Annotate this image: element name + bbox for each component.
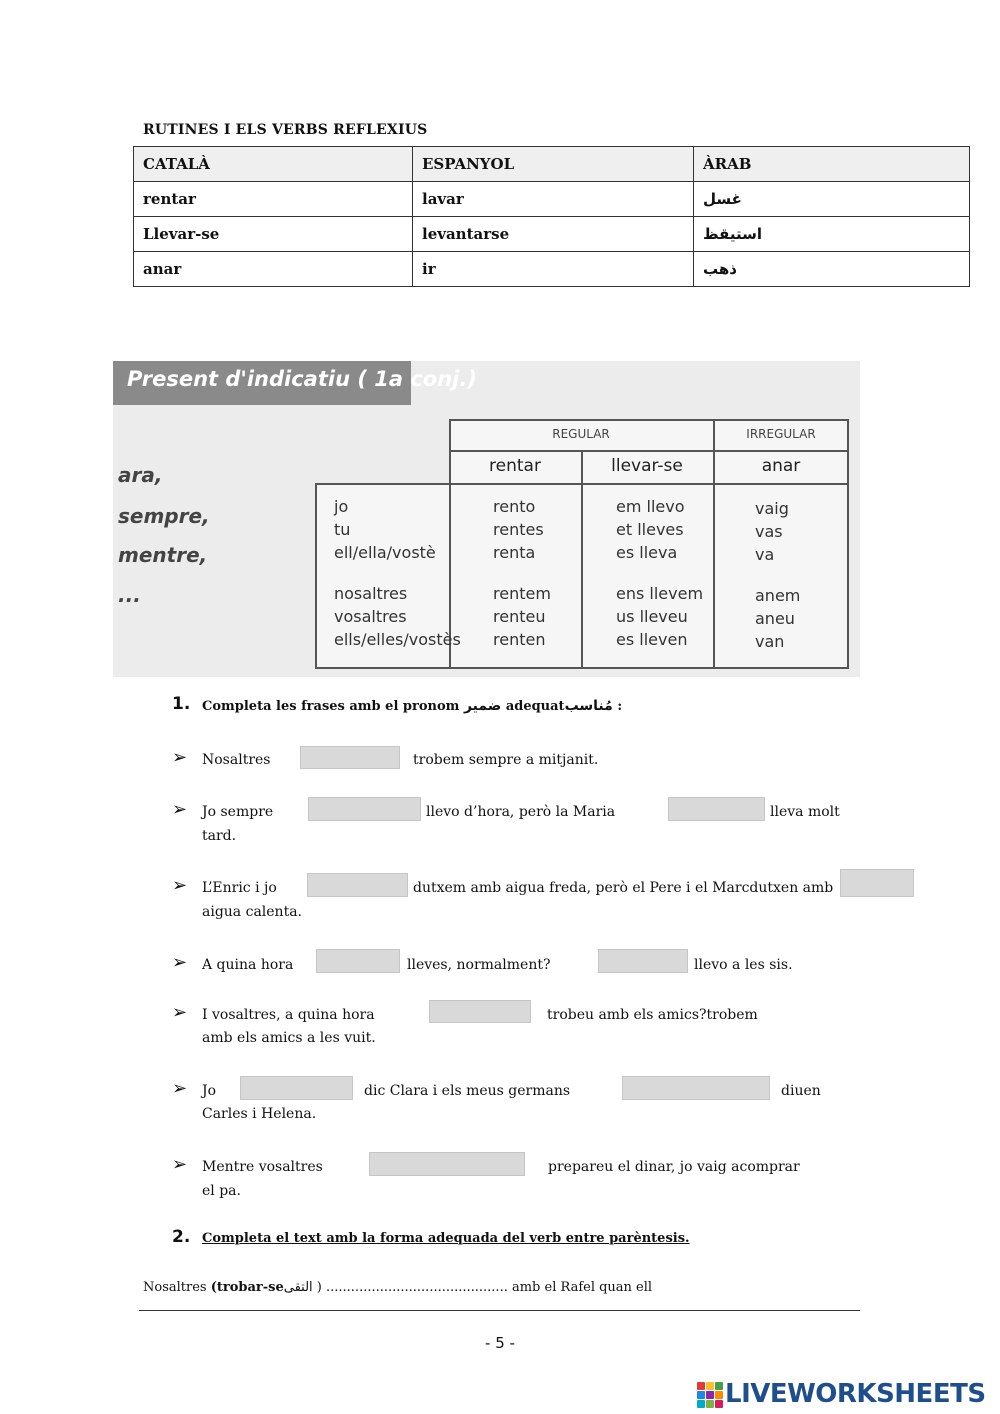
divider [713, 483, 715, 669]
instruction-arabic: ضمير [463, 698, 502, 714]
logo-square [715, 1400, 723, 1408]
verb-form: va [755, 545, 775, 564]
exercise-2-line [143, 1279, 652, 1297]
anar-singular-forms [755, 497, 789, 566]
logo-square [697, 1400, 705, 1408]
sentence-text: L’Enric i jo [202, 880, 277, 896]
conjugation-banner [113, 361, 477, 405]
exercise-1-instruction [202, 698, 622, 714]
answer-blank[interactable] [308, 797, 421, 821]
sentence-text: prepareu el dinar, jo vaig acomprar [548, 1159, 800, 1175]
logo-square [706, 1391, 714, 1399]
pronoun: ell/ella/vostè [334, 543, 436, 562]
verb-form: anem [755, 586, 801, 605]
verb-form: es lleva [616, 543, 678, 562]
vocab-cell-catalan: anar [134, 252, 413, 287]
answer-blank[interactable] [622, 1076, 770, 1100]
sentence-text: tard. [202, 828, 237, 844]
footer-rule [139, 1310, 860, 1311]
sentence-text: I vosaltres, a quina hora [202, 1007, 375, 1023]
verb-form: rentem [493, 584, 551, 603]
vocab-table [133, 146, 970, 287]
vocab-row [134, 182, 970, 217]
sentence-text: el pa. [202, 1183, 241, 1199]
verb-form: ens llevem [616, 584, 704, 603]
sentence-text: A quina hora [202, 957, 294, 973]
divider [581, 483, 583, 669]
group-regular-label: REGULAR [552, 427, 610, 441]
vocab-cell-catalan: rentar [134, 182, 413, 217]
sentence-text: trobeu amb els amics?trobem [547, 1007, 758, 1023]
page-number: - 5 - [485, 1334, 515, 1352]
vocab-header-catalan: CATALÀ [134, 147, 413, 182]
verb-form: van [755, 632, 785, 651]
arrow-bullet-icon: ➢ [172, 1154, 188, 1175]
sentence-text: dutxem amb aigua freda, però el Pere i el Marcdutxen amb [413, 880, 834, 896]
logo-square [697, 1391, 705, 1399]
time-word: mentre, [118, 543, 208, 567]
vocab-cell-arabic: استيقظ [694, 217, 970, 252]
vocab-header-row [134, 147, 970, 182]
verb-form: aneu [755, 609, 795, 628]
verb-form: vas [755, 522, 783, 541]
sentence-text: diuen [781, 1083, 821, 1099]
vocab-row [134, 217, 970, 252]
answer-blank[interactable] [240, 1076, 353, 1100]
line-text: ) ............................................ amb el Rafel quan ell [312, 1280, 653, 1295]
sentence-text: lleva molt [770, 804, 840, 820]
pronoun-plural-list [334, 582, 461, 651]
instruction-text: : [612, 699, 623, 714]
exercise-1-number: 1. [172, 694, 191, 714]
logo-square [706, 1400, 714, 1408]
vocab-cell-spanish: levantarse [413, 217, 694, 252]
vocab-header-spanish: ESPANYOL [413, 147, 694, 182]
answer-blank[interactable] [598, 949, 688, 973]
answer-blank[interactable] [668, 797, 765, 821]
group-irregular-label: IRREGULAR [746, 427, 816, 441]
sentence-text: aigua calenta. [202, 904, 302, 920]
vocab-cell-arabic: غسل [694, 182, 970, 217]
logo-square [715, 1382, 723, 1390]
exercise-2-instruction: Completa el text amb la forma adequada del verb entre parèntesis. [202, 1231, 690, 1246]
rentar-singular-forms [493, 495, 544, 564]
answer-blank[interactable] [307, 873, 408, 897]
verb-form: et lleves [616, 520, 684, 539]
verb-form: us lleveu [616, 607, 688, 626]
llevar-se-plural-forms [616, 582, 703, 651]
arrow-bullet-icon: ➢ [172, 747, 188, 768]
instruction-text: adequat [505, 699, 565, 714]
answer-blank[interactable] [369, 1152, 525, 1176]
verb-form: es lleven [616, 630, 688, 649]
divider [449, 450, 849, 452]
sentence-text: llevo d’hora, però la Maria [426, 804, 616, 820]
instruction-text: Completa les frases amb el pronom [202, 699, 460, 714]
pronoun: nosaltres [334, 584, 408, 603]
verb-header-llevar-se: llevar-se [611, 456, 683, 476]
answer-blank[interactable] [429, 1000, 531, 1023]
verb-header-rentar: rentar [489, 456, 541, 476]
logo-square [697, 1382, 705, 1390]
sentence-text: amb els amics a les vuit. [202, 1030, 376, 1046]
time-word: ... [118, 583, 141, 607]
logo-square [715, 1391, 723, 1399]
anar-plural-forms [755, 584, 800, 653]
time-word: sempre, [118, 504, 210, 528]
pronoun: jo [334, 497, 349, 516]
vocab-row [134, 252, 970, 287]
arrow-bullet-icon: ➢ [172, 952, 188, 973]
logo-text: LIVEWORKSHEETS [725, 1379, 986, 1409]
vocab-cell-catalan: Llevar-se [134, 217, 413, 252]
arrow-bullet-icon: ➢ [172, 799, 188, 820]
verb-form: rentes [493, 520, 544, 539]
answer-blank[interactable] [316, 949, 400, 973]
sentence-text: Jo [202, 1083, 217, 1099]
verb-form: em llevo [616, 497, 685, 516]
sentence-text: trobem sempre a mitjanit. [413, 752, 599, 768]
time-word: ara, [118, 463, 163, 487]
vocab-cell-arabic: ذهب [694, 252, 970, 287]
arrow-bullet-icon: ➢ [172, 1078, 188, 1099]
pronoun-singular-list [334, 495, 436, 564]
line-arabic: التقى [283, 1280, 313, 1295]
vocab-cell-spanish: lavar [413, 182, 694, 217]
sentence-text: dic Clara i els meus germans [364, 1083, 571, 1099]
logo-square [706, 1382, 714, 1390]
sentence-text: Mentre vosaltres [202, 1159, 323, 1175]
verb-form: renteu [493, 607, 546, 626]
sentence-text: Carles i Helena. [202, 1106, 317, 1122]
verb-form: rento [493, 497, 536, 516]
pronoun: ells/elles/vostès [334, 630, 461, 649]
pronoun: tu [334, 520, 351, 539]
sentence-text: llevo a les sis. [694, 957, 793, 973]
pronoun: vosaltres [334, 607, 407, 626]
verb-form: vaig [755, 499, 789, 518]
vocab-cell-spanish: ir [413, 252, 694, 287]
sentence-text: lleves, normalment? [407, 957, 551, 973]
line-text: Nosaltres [143, 1280, 211, 1295]
rentar-plural-forms [493, 582, 551, 651]
exercise-2-number: 2. [172, 1227, 191, 1247]
vocab-title: RUTINES I ELS VERBS REFLEXIUS [143, 122, 428, 138]
verb-form: renten [493, 630, 546, 649]
sentence-text: Nosaltres [202, 752, 271, 768]
answer-blank[interactable] [300, 746, 400, 769]
vocab-header-arabic: ÀRAB [694, 147, 970, 182]
conjugation-image [113, 361, 860, 677]
verb-header-anar: anar [761, 456, 801, 476]
answer-blank[interactable] [840, 869, 914, 897]
instruction-arabic: مُناسب [564, 698, 613, 714]
conjugation-banner-text: Present d'indicatiu ( 1a conj.) [127, 367, 477, 391]
sentence-text: Jo sempre [202, 804, 274, 820]
line-verb: (trobar-se [210, 1280, 284, 1295]
arrow-bullet-icon: ➢ [172, 1002, 188, 1023]
verb-form: renta [493, 543, 536, 562]
arrow-bullet-icon: ➢ [172, 875, 188, 896]
llevar-se-singular-forms [616, 495, 685, 564]
